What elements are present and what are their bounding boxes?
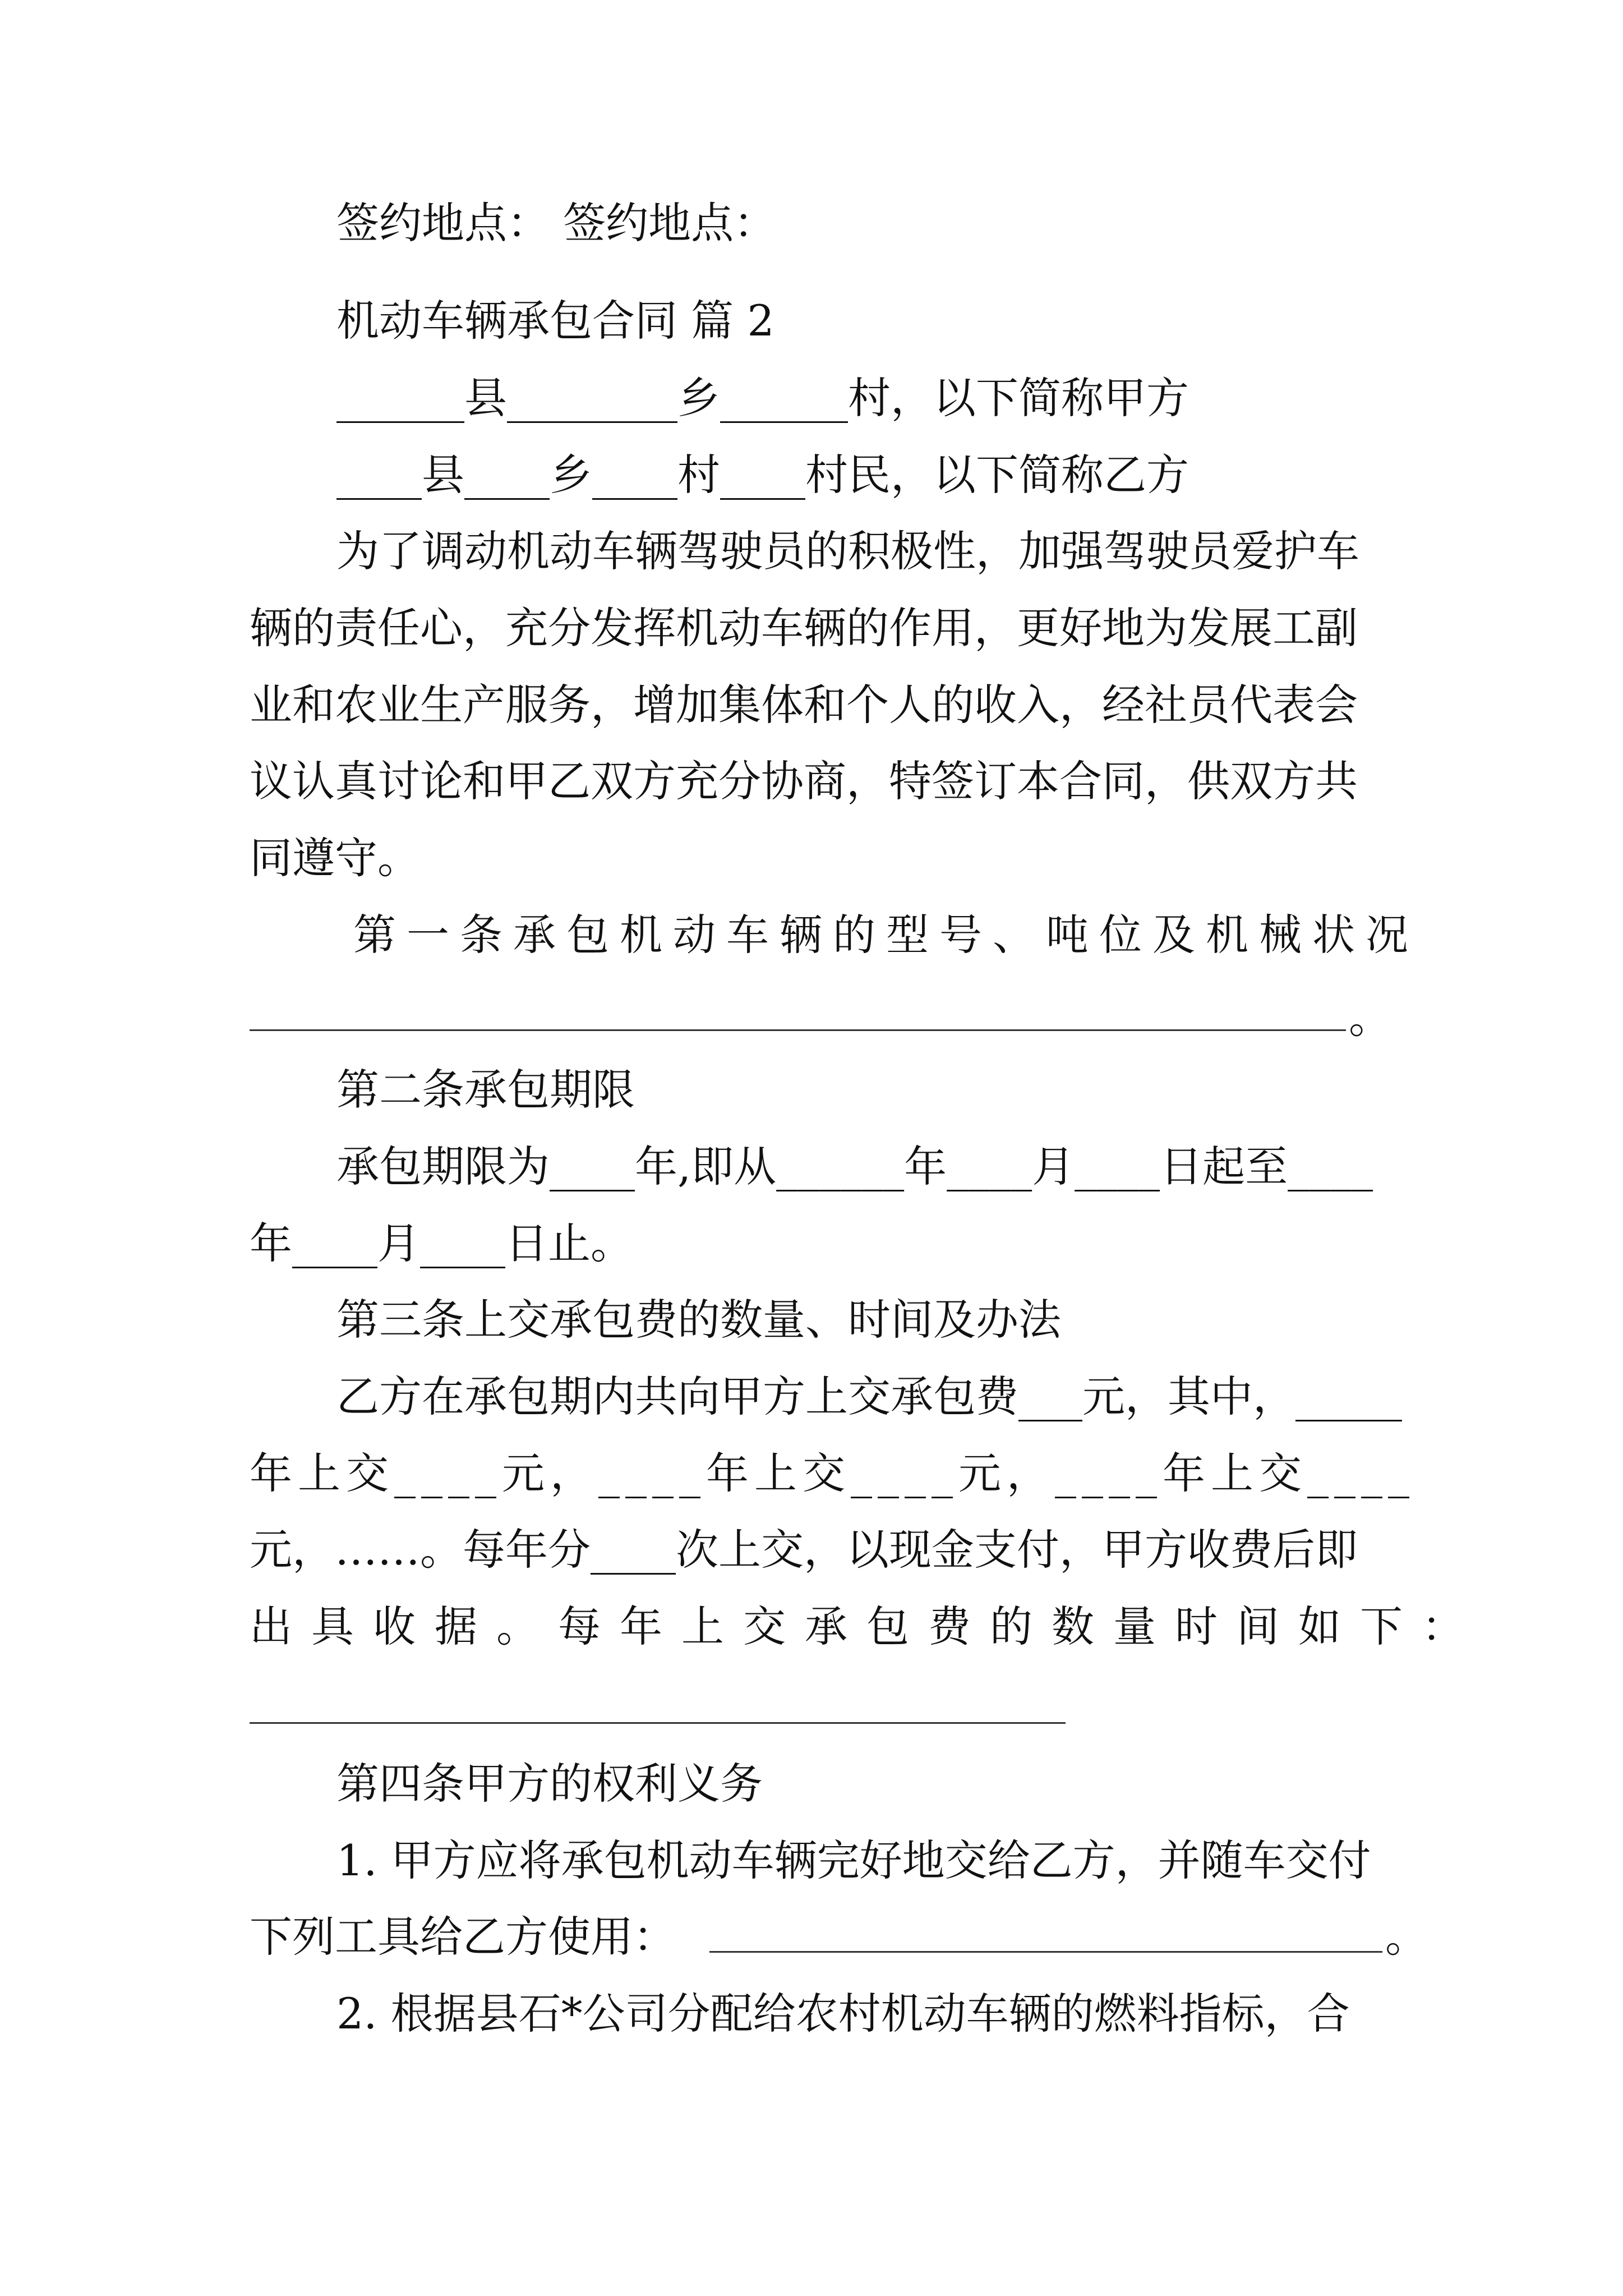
party-a-line: ______县________乡______村，以下简称甲方: [336, 373, 1189, 423]
article-1-blank-rule: [250, 1029, 1346, 1031]
fee-line-2: 年上交____元，____年上交____元，____年上交____: [250, 1448, 1415, 1498]
contract-title: 机动车辆承包合同 篇 2: [336, 296, 774, 346]
article-1-heading: 第一条承包机动车辆的型号、吨位及机械状况: [353, 910, 1419, 960]
party-a-duty-1-line-1: 1. 甲方应将承包机动车辆完好地交给乙方，并随车交付: [336, 1835, 1371, 1885]
term-line-2: 年____月____日止。: [250, 1218, 633, 1268]
article-3-heading: 第三条上交承包费的数量、时间及办法: [336, 1295, 1061, 1345]
party-a-duty-1-line-2: 下列工具给乙方使用：: [250, 1912, 676, 1962]
fee-line-1: 乙方在承包期内共向甲方上交承包费___元，其中，_____: [336, 1372, 1402, 1421]
fee-line-3: 元，……。每年分____次上交，以现金支付，甲方收费后即: [250, 1525, 1358, 1575]
tools-blank-rule: [709, 1951, 1382, 1953]
party-a-duty-2-line-1: 2. 根据县石*公司分配给农村机动车辆的燃料指标，合: [336, 1989, 1350, 2039]
article-4-heading: 第四条甲方的权利义务: [336, 1759, 763, 1809]
preamble-line-3: 业和农业生产服务，增加集体和个人的收入，经社员代表会: [250, 680, 1358, 730]
preamble-line-5: 同遵守。: [250, 833, 420, 883]
preamble-line-4: 议认真讨论和甲乙双方充分协商，特签订本合同，供双方共: [250, 756, 1358, 806]
article-1-end-mark: 。: [1349, 993, 1391, 1043]
term-line-1: 承包期限为____年,即从______年____月____日起至____: [336, 1142, 1373, 1191]
fee-schedule-blank-rule: [250, 1722, 1066, 1724]
preamble-line-1: 为了调动机动车辆驾驶员的积极性，加强驾驶员爱护车: [336, 526, 1359, 576]
article-2-heading: 第二条承包期限: [336, 1065, 635, 1115]
tools-end-mark: 。: [1385, 1912, 1428, 1962]
party-b-line: ____县____乡____村____村民，以下简称乙方: [336, 450, 1189, 500]
preamble-line-2: 辆的责任心，充分发挥机动车辆的作用，更好地为发展工副: [250, 603, 1358, 653]
fee-line-4: 出具收据。每年上交承包费的数量时间如下：: [250, 1602, 1483, 1651]
signing-place-line: 签约地点： 签约地点：: [336, 198, 777, 248]
